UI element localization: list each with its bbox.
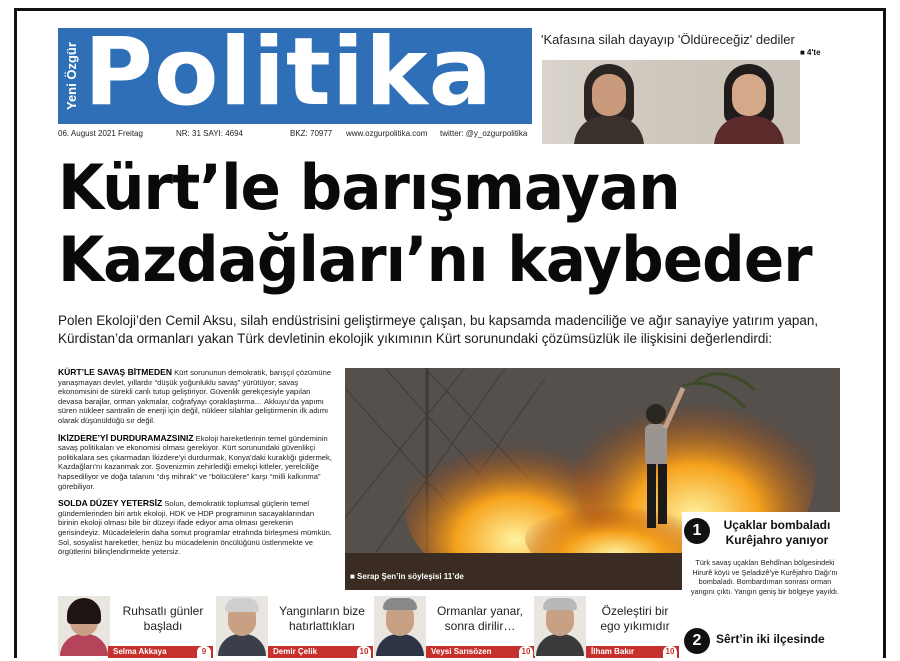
section-2-heading: İKİZDERE’Yİ DURDURAMAZSINIZ xyxy=(58,432,194,443)
bkz-number: BKZ: 70977 xyxy=(290,129,333,138)
columnist-1-author xyxy=(108,646,213,658)
headline-line-2: Kazdağları’nı kaybeder xyxy=(58,223,812,296)
author-1-page: 9 xyxy=(197,646,211,658)
side-story xyxy=(682,512,842,652)
section-3-heading: SOLDA DÜZEY YETERSİZ xyxy=(58,498,163,509)
author-4-name: İlham Bakır xyxy=(591,647,635,656)
author-2-page: 10 xyxy=(357,646,371,658)
teaser-photo xyxy=(542,60,800,144)
section-2-text: Ekoloji hareketlerinin temel gündeminin savaş politikaları ve ekonomisi olması gerekiyor. Kürt sorunundaki güvenlikçi politikalara ses çıkarmadan İkizdere’yi durdurmak, Konya’daki kuraklığı gidermek, Kazdağları’nı kazanmak zor. Şovenizmin zehirlediği emekçi kitleler, yerelciliğe hapsediliyor ve doğa talanını “dış mihrak” ve “bölücülere” karşı “milli kalkınma” görebiliyor. xyxy=(58,433,332,491)
columnist-3-title: Ormanlar yanar, sonra dirilir… xyxy=(436,604,524,633)
teaser-quote: 'Kafasına silah dayayıp 'Öldüreceğiz' dediler xyxy=(541,32,795,47)
second-story-title: Sêrt’in iki ilçesinde xyxy=(716,632,825,646)
author-1-name: Selma Akkaya xyxy=(113,647,167,656)
issue-date: 06. August 2021 Freitag xyxy=(58,129,143,138)
twitter-handle[interactable]: twitter: @y_ozgurpolitika xyxy=(440,129,528,138)
avatar-selma-akkaya xyxy=(58,596,110,656)
section-2 xyxy=(58,434,334,492)
woman-left xyxy=(574,60,644,144)
headline-line-1: Kürt’le barışmayan xyxy=(58,151,680,224)
website-link[interactable]: www.ozgurpolitika.com xyxy=(346,129,428,138)
main-headline xyxy=(58,152,816,296)
section-3 xyxy=(58,499,334,557)
article-body xyxy=(58,368,334,565)
section-3-text: Solun, demokratik toplumsal güçlerin temel gündemlerinden biri artık ekoloji. HDK ve HDP programının sacayaklarından birinin ekoloji olması bile bir düzeyi ifade ediyor ama olması gerekenin gerisindeyiz. Mücadelelerin daha somut programlar etrafında birleşmesi mümkün. Sol, sosyalist hareketler, henüz bu mücadelenin öncülüğünü üstlenmekte ve örgütlerini bilinçlendirmekte yetersiz. xyxy=(58,499,332,557)
teaser-page-ref: ■ 4'te xyxy=(800,48,821,57)
section-1-text: Kürt sorununun demokratik, barışçıl çözümüne yanaşmayan devlet, yıllardır “düşük yoğunluklu savaş” yürütüyor; savaş ekonomisini de sürekli canlı tutup geliştiriyor. Güvenlik gerekçesiyle yapılan devasa barajlar, orman yakmalar, coğrafyayı çoraklaştırma… Akkuyu’da yapımı süren nükleer santralin de enerji için değil, nükleer silahlar geliştirmenin ilk adımı olarak düşünüldüğü sır değil. xyxy=(58,368,332,425)
story-number-1: 1 xyxy=(684,518,710,544)
section-1 xyxy=(58,368,334,426)
photo-caption: ■ Serap Şen’in söyleşisi 11’de xyxy=(350,572,464,581)
masthead-prefix: Yeni Özgür xyxy=(64,42,79,110)
author-4-page: 10 xyxy=(663,646,677,658)
columnist-4-author xyxy=(586,646,679,658)
masthead xyxy=(58,18,532,127)
story-number-2: 2 xyxy=(684,628,710,654)
columnist-2-author xyxy=(268,646,373,658)
columnist-4-title: Özeleştiri bir ego yıkımıdır xyxy=(600,604,670,633)
side-story-title: Uçaklar bombaladı Kurêjahro yanıyor xyxy=(723,518,831,547)
author-2-name: Demir Çelik xyxy=(273,647,318,656)
avatar-demir-celik xyxy=(216,596,268,656)
article-intro: Polen Ekoloji’den Cemil Aksu, silah endüstrisini geliştirmeye çalışan, bu kapsamda madenciliğe ve ağır sanayiye yatırım yapan, Kürdistan’da ormanları yakan Türk devletinin ekolojik yıkımının Kürt sorunundaki çözümsüzlük ile ilişkisini değerlendirdi: xyxy=(58,313,819,346)
section-1-heading: KÜRT’LE SAVAŞ BİTMEDEN xyxy=(58,367,172,377)
author-3-name: Veysi Sarısözen xyxy=(431,647,492,656)
masthead-logo: Politika xyxy=(84,18,494,127)
avatar-ilham-bakir xyxy=(534,596,586,656)
columnists-row xyxy=(58,596,678,656)
issue-number: NR: 31 SAYI: 4694 xyxy=(176,129,243,138)
columnist-3-author xyxy=(426,646,535,658)
author-3-page: 10 xyxy=(519,646,533,658)
avatar-veysi-sarisozen xyxy=(374,596,426,656)
side-story-text: Türk savaş uçakları Behdînan bölgesindeki Hirurê köyü ve Şeladizê’ye Kurêjahro Dağı’nı bombaladı. Bombardıman sonrası orman yangını çıktı. Yangın geniş bir bölgeye yayıldı. xyxy=(690,558,840,596)
woman-right xyxy=(714,60,784,144)
columnist-1-title: Ruhsatlı günler başladı xyxy=(122,604,204,633)
columnist-2-title: Yangınların bize hatırlattıkları xyxy=(279,604,365,633)
